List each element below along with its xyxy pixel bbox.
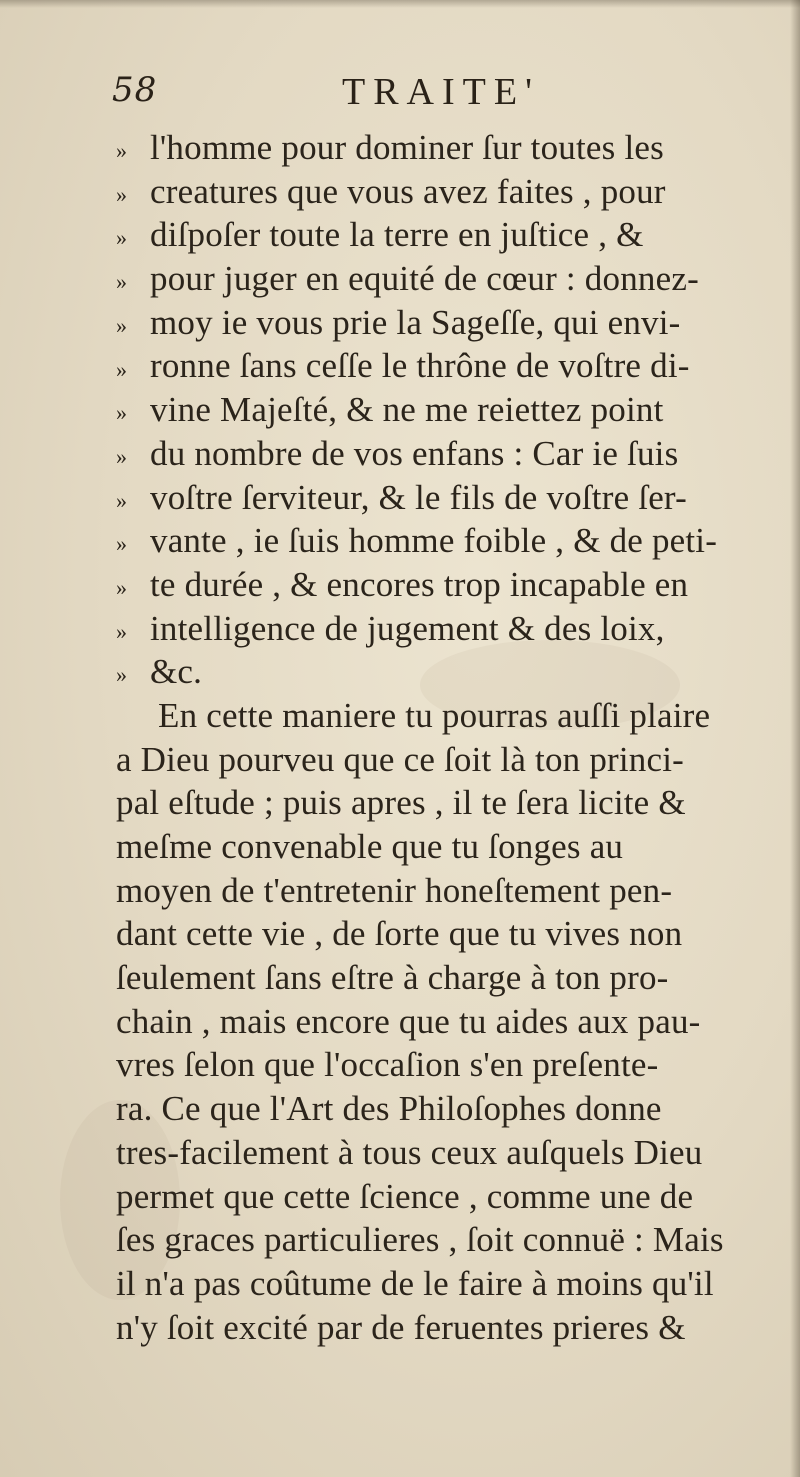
text-line: » l'homme pour dominer ſur toutes les	[116, 126, 792, 170]
text-line: ſes graces particulieres , ſoit connuë : Mais	[116, 1220, 724, 1260]
text-line: » pour juger en equité de cœur : donnez-	[116, 257, 792, 301]
text-line: chain , mais encore que tu aides aux pau-	[116, 1001, 701, 1041]
text-line: En cette maniere tu pourras auſſi plaire	[158, 695, 711, 735]
text-line: » &c.	[116, 650, 792, 694]
running-title: TRAITE'	[342, 71, 540, 113]
text-line: dant cette vie , de ſorte que tu vives non	[116, 914, 683, 954]
text-line: ra. Ce que l'Art des Philoſophes donne	[116, 1089, 662, 1129]
page-top-edge	[0, 0, 800, 8]
text-line: » ronne ſans ceſſe le thrône de voſtre di-	[116, 344, 792, 388]
text-line: vres ſelon que l'occaſion s'en preſente-	[116, 1045, 659, 1085]
text-line: » intelligence de jugement & des loix,	[116, 607, 792, 651]
text-line: ſeulement ſans eſtre à charge à ton pro-	[116, 958, 669, 998]
text-line: » te durée , & encores trop incapable en	[116, 563, 792, 607]
page-header	[112, 70, 772, 126]
body-text	[116, 126, 792, 1349]
text-line: a Dieu pourveu que ce ſoit là ton princi-	[116, 739, 685, 779]
text-line: permet que cette ſcience , comme une de	[116, 1176, 694, 1216]
text-line: moyen de t'entretenir honeſtement pen-	[116, 870, 673, 910]
text-line: » du nombre de vos enfans : Car ie ſuis	[116, 432, 792, 476]
text-line: meſme convenable que tu ſonges au	[116, 827, 624, 866]
text-line: n'y ſoit excité par de feruentes prieres &	[116, 1307, 686, 1347]
text-line: » voſtre ſerviteur, & le fils de voſtre ſer-	[116, 476, 792, 520]
text-line: » moy ie vous prie la Sageſſe, qui envi-	[116, 301, 792, 345]
text-line: » diſpoſer toute la terre en juſtice , &	[116, 213, 792, 257]
text-line: » vine Majeſté, & ne me reiettez point	[116, 388, 792, 432]
text-line: » creatures que vous avez faites , pour	[116, 170, 792, 214]
text-line: pal eſtude ; puis apres , il te ſera licite &	[116, 783, 686, 823]
page-number: 58	[112, 70, 158, 110]
text-line: tres-facilement à tous ceux auſquels Dieu	[116, 1132, 703, 1172]
text-line: » vante , ie ſuis homme foible , & de peti-	[116, 519, 792, 563]
text-line: il n'a pas coûtume de le faire à moins qu'il	[116, 1263, 714, 1303]
